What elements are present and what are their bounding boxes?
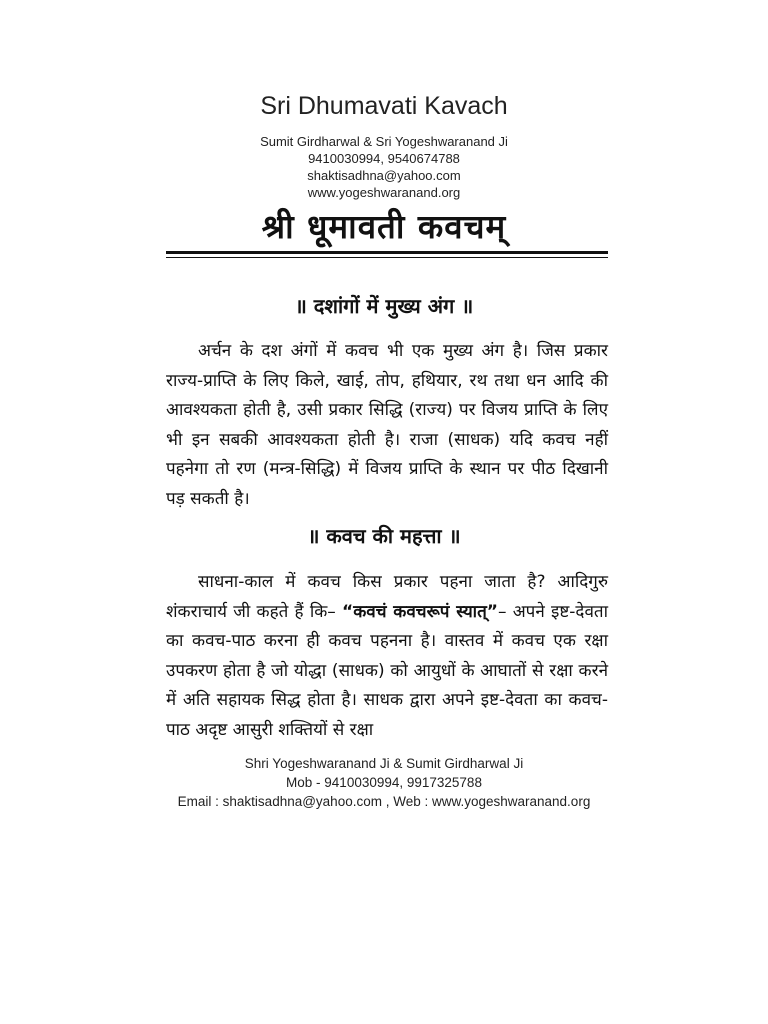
section-heading-2: ॥ कवच की महत्ता ॥ (307, 524, 461, 548)
email-line: shaktisadhna@yahoo.com (307, 168, 461, 183)
paragraph-2-end: – अपने इष्ट-देवता का कवच-पाठ करना ही कवच पहनना है। वास्तव में कवच एक रक्षा उपकरण होता है जो योद्धा (साधक) को आयुधों के आघातों से रक्षा करने में अति सहायक सिद्ध होता है। साधक द्वारा अपने इष्ट-देवता का कवच-पाठ अदृष्ट आसुरी शक्तियों से रक्षा (166, 601, 609, 740)
phone-line: 9410030994, 9540674788 (308, 151, 460, 166)
footer-email-web: Email : shaktisadhna@yahoo.com , Web : www.yogeshwaranand.org (177, 794, 591, 809)
section-heading-1: ॥ दशांगों में मुख्य अंग ॥ (294, 294, 474, 318)
shloka-quote: “कवचं कवचरूपं स्यात्” (342, 601, 498, 622)
section-paragraph-1 (166, 337, 608, 514)
title-underline-thin (166, 257, 608, 258)
footer-names: Shri Yogeshwaranand Ji & Sumit Girdharwal Ji (244, 756, 524, 771)
english-title: Sri Dhumavati Kavach (260, 92, 508, 120)
footer-mobile: Mob - 9410030994, 9917325788 (286, 775, 482, 790)
paragraph-1-text: अर्चन के दश अंगों में कवच भी एक मुख्य अंग है। जिस प्रकार राज्य-प्राप्ति के लिए किले, खाई, तोप, हथियार, रथ तथा धन आदि की आवश्यकता होती है, उसी प्रकार सिद्धि (राज्य) पर विजय प्राप्ति के लिए भी इन सबकी आवश्यकता होती है। राजा (साधक) यदि कवच नहीं पहनेगा तो रण (मन्त्र-सिद्धि) में विजय प्राप्ति के स्थान पर पीठ दिखानी पड़ सकती है। (166, 341, 608, 509)
authors-line: Sumit Girdharwal & Sri Yogeshwaranand Ji (260, 134, 508, 149)
section-paragraph-2 (166, 568, 608, 745)
paragraph-2-start: साधना-काल में कवच किस प्रकार पहना जाता है? आदिगुरु शंकराचार्य जी कहते हैं कि– (166, 572, 608, 622)
hindi-title: श्री धूमावती कवचम् (261, 207, 507, 246)
title-underline-thick (166, 251, 608, 254)
website-line: www.yogeshwaranand.org (307, 185, 461, 200)
